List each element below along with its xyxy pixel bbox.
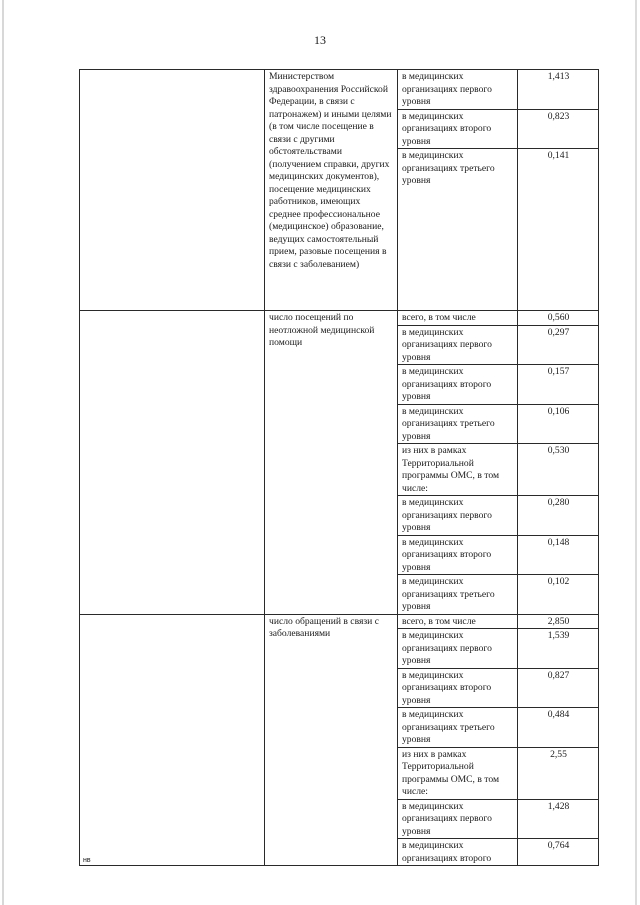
label-cell: всего, в том числе [398,614,518,629]
value-cell: 0,823 [518,109,599,149]
value-cell: 0,102 [518,575,599,615]
label-cell: в медицинских организациях первого уровня [398,496,518,536]
scan-edge-left [2,0,4,905]
label-cell: в медицинских организациях третьего уровня [398,149,518,311]
value-cell: 2,850 [518,614,599,629]
value-cell: 0,148 [518,535,599,575]
value-cell: 0,530 [518,444,599,496]
value-cell: 0,106 [518,404,599,444]
empty-cell [80,614,265,866]
value-cell: 0,827 [518,668,599,708]
value-cell: 0,280 [518,496,599,536]
value-cell: 0,560 [518,311,599,326]
value-cell: 0,764 [518,839,599,866]
label-cell: в медицинских организациях первого уровня [398,629,518,669]
value-cell: 1,539 [518,629,599,669]
empty-cell [80,70,265,311]
table-row [80,614,599,629]
table-row [80,70,599,110]
value-cell: 0,297 [518,325,599,365]
value-cell: 1,413 [518,70,599,110]
label-cell: из них в рамках Территориальной программы ОМС, в том числе: [398,747,518,799]
scan-edge-right [635,0,637,905]
label-cell: в медицинских организациях третьего уровня [398,575,518,615]
label-cell: в медицинских организациях второго уровня [398,109,518,149]
value-cell: 2,55 [518,747,599,799]
label-cell: в медицинских организациях третьего уровня [398,708,518,748]
indicators-table [79,69,599,866]
footer-mark: нв [83,857,91,864]
empty-cell [80,311,265,615]
value-cell: 0,484 [518,708,599,748]
label-cell: из них в рамках Территориальной программы ОМС, в том числе: [398,444,518,496]
label-cell: в медицинских организациях первого уровня [398,70,518,110]
description-cell: Министерством здравоохранения Российской Федерации, в связи с патронажем) и иными целями (в том числе посещение в связи с другими обстоятельствами (получением справки, других медицинских документов), посещение медицинских работников, имеющих среднее профессиональное (медицинское) образование, ведущих самостоятельный прием, разовые посещения в связи с заболеванием) [265,70,398,311]
label-cell: всего, в том числе [398,311,518,326]
description-cell: число посещений по неотложной медицинской помощи [265,311,398,615]
value-cell: 0,141 [518,149,599,311]
label-cell: в медицинских организациях третьего уровня [398,404,518,444]
description-cell: число обращений в связи с заболеваниями [265,614,398,866]
label-cell: в медицинских организациях второго [398,839,518,866]
value-cell: 0,157 [518,365,599,405]
value-cell: 1,428 [518,799,599,839]
page-number: 13 [314,33,326,47]
table-row [80,311,599,326]
label-cell: в медицинских организациях второго уровня [398,668,518,708]
label-cell: в медицинских организациях второго уровня [398,535,518,575]
label-cell: в медицинских организациях второго уровня [398,365,518,405]
label-cell: в медицинских организациях первого уровня [398,325,518,365]
label-cell: в медицинских организациях первого уровня [398,799,518,839]
